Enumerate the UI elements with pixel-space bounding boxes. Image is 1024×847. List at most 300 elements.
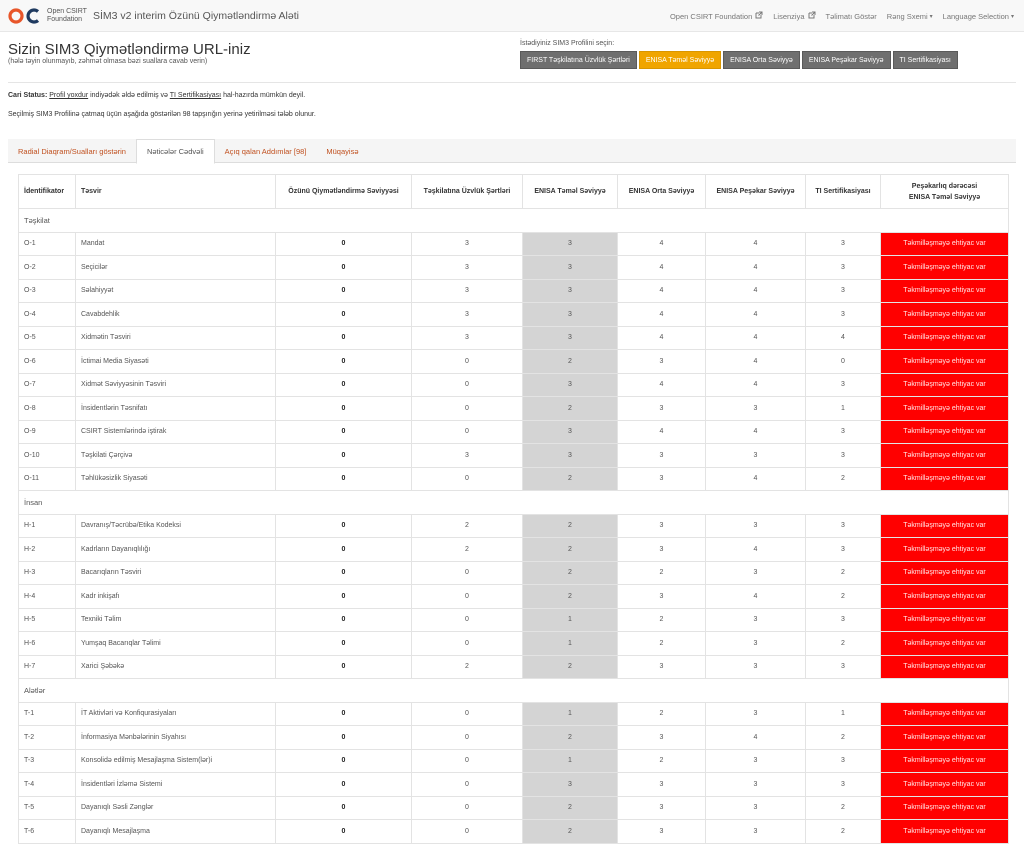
cell-enisa-basic: 3 — [523, 773, 618, 797]
cell-first-membership: 3 — [412, 303, 523, 327]
table-row — [19, 444, 1009, 468]
cell-description: CSIRT Sistemlərində iştirak — [76, 420, 276, 444]
cell-first-membership: 3 — [412, 326, 523, 350]
cell-ti-certification: 3 — [806, 420, 881, 444]
cell-enisa-basic: 2 — [523, 655, 618, 679]
cell-description: Təşkilati Çərçivə — [76, 444, 276, 468]
cell-first-membership: 2 — [412, 514, 523, 538]
cell-id: H-3 — [19, 561, 76, 585]
external-link-icon — [755, 11, 763, 21]
cell-id: O-2 — [19, 256, 76, 280]
cell-ti-certification: 3 — [806, 256, 881, 280]
cell-description: Kadr inkişafı — [76, 585, 276, 609]
cell-first-membership: 0 — [412, 749, 523, 773]
cell-self-assessment: 0 — [276, 444, 412, 468]
open-csirt-logo-icon — [8, 8, 42, 24]
cell-description: Xidmət Səviyyəsinin Təsviri — [76, 373, 276, 397]
cell-self-assessment: 0 — [276, 279, 412, 303]
cell-id: O-5 — [19, 326, 76, 350]
cell-enisa-intermediate: 2 — [618, 632, 706, 656]
group-label: İnsan — [19, 491, 1009, 515]
status-needs-improvement: Təkmilləşməyə ehtiyac var — [881, 232, 1009, 256]
status-ti-link[interactable]: TI Sertifikasiyası — [169, 92, 222, 99]
cell-enisa-basic: 3 — [523, 279, 618, 303]
cell-ti-certification: 3 — [806, 655, 881, 679]
nav-link-license[interactable] — [773, 11, 815, 21]
cell-enisa-basic: 1 — [523, 702, 618, 726]
column-header: ENISA Peşəkar Səviyyə — [706, 175, 806, 209]
table-row — [19, 326, 1009, 350]
cell-enisa-basic: 3 — [523, 326, 618, 350]
cell-enisa-advanced: 3 — [706, 444, 806, 468]
external-link-icon — [808, 11, 816, 21]
tab-radial-diagram[interactable]: Radial Diaqram/Sualları göstərin — [18, 146, 126, 156]
divider — [8, 82, 1016, 83]
profile-button-group — [520, 51, 960, 69]
table-body — [19, 209, 1009, 844]
status-needs-improvement: Təkmilləşməyə ehtiyac var — [881, 373, 1009, 397]
cell-enisa-advanced: 4 — [706, 726, 806, 750]
cell-enisa-advanced: 3 — [706, 820, 806, 844]
cell-id: O-8 — [19, 397, 76, 421]
status-needs-improvement: Təkmilləşməyə ehtiyac var — [881, 397, 1009, 421]
color-scheme-dropdown[interactable] — [887, 12, 933, 21]
table-row — [19, 655, 1009, 679]
cell-first-membership: 0 — [412, 702, 523, 726]
table-row — [19, 232, 1009, 256]
table-row — [19, 608, 1009, 632]
status-needs-improvement: Təkmilləşməyə ehtiyac var — [881, 702, 1009, 726]
cell-description: Seçicilər — [76, 256, 276, 280]
cell-first-membership: 0 — [412, 632, 523, 656]
cell-enisa-basic: 2 — [523, 820, 618, 844]
navbar — [0, 0, 1024, 32]
logo-line1: Open CSIRT — [47, 7, 87, 15]
status-needs-improvement: Təkmilləşməyə ehtiyac var — [881, 350, 1009, 374]
cell-enisa-advanced: 4 — [706, 279, 806, 303]
cell-description: Dayanıqlı Səsli Zənglər — [76, 796, 276, 820]
cell-enisa-advanced: 4 — [706, 467, 806, 491]
cell-first-membership: 0 — [412, 420, 523, 444]
cell-enisa-basic: 2 — [523, 561, 618, 585]
table-row — [19, 256, 1009, 280]
cell-first-membership: 0 — [412, 608, 523, 632]
status-needs-improvement: Təkmilləşməyə ehtiyac var — [881, 303, 1009, 327]
cell-first-membership: 3 — [412, 279, 523, 303]
cell-enisa-intermediate: 4 — [618, 420, 706, 444]
cell-id: T-5 — [19, 796, 76, 820]
cell-id: H-4 — [19, 585, 76, 609]
cell-description: İctimai Media Siyasəti — [76, 350, 276, 374]
cell-ti-certification: 1 — [806, 702, 881, 726]
table-header-row — [19, 175, 1009, 209]
table-row — [19, 467, 1009, 491]
logo-line2: Foundation — [47, 15, 83, 23]
cell-enisa-intermediate: 3 — [618, 796, 706, 820]
cell-self-assessment: 0 — [276, 303, 412, 327]
table-row — [19, 514, 1009, 538]
cell-description: Təhlükəsizlik Siyasəti — [76, 467, 276, 491]
cell-self-assessment: 0 — [276, 796, 412, 820]
status-needs-improvement: Təkmilləşməyə ehtiyac var — [881, 796, 1009, 820]
cell-first-membership: 0 — [412, 820, 523, 844]
cell-first-membership: 0 — [412, 397, 523, 421]
status-profile-link[interactable]: Profil yoxdur — [49, 92, 89, 99]
cell-description: Texniki Təlim — [76, 608, 276, 632]
status-needs-improvement: Təkmilləşməyə ehtiyac var — [881, 256, 1009, 280]
status-needs-improvement: Təkmilləşməyə ehtiyac var — [881, 279, 1009, 303]
cell-id: O-7 — [19, 373, 76, 397]
column-header: ENISA Təməl Səviyyə — [523, 175, 618, 209]
cell-enisa-intermediate: 2 — [618, 561, 706, 585]
nav-link-label: Lisenziya — [773, 11, 805, 21]
cell-enisa-intermediate: 3 — [618, 467, 706, 491]
group-row — [19, 679, 1009, 703]
cell-description: Konsolidə edilmiş Mesajlaşma Sistem(lər)i — [76, 749, 276, 773]
cell-enisa-intermediate: 4 — [618, 279, 706, 303]
cell-self-assessment: 0 — [276, 514, 412, 538]
cell-first-membership: 2 — [412, 538, 523, 562]
cell-enisa-advanced: 3 — [706, 608, 806, 632]
nav-links — [660, 0, 1014, 32]
column-header: ENISA Orta Səviyyə — [618, 175, 706, 209]
status-needs-improvement: Təkmilləşməyə ehtiyac var — [881, 467, 1009, 491]
cell-ti-certification: 2 — [806, 561, 881, 585]
cell-id: H-6 — [19, 632, 76, 656]
cell-id: O-4 — [19, 303, 76, 327]
cell-ti-certification: 0 — [806, 350, 881, 374]
table-row — [19, 561, 1009, 585]
cell-description: İnsidentlərin Təsnifatı — [76, 397, 276, 421]
cell-first-membership: 3 — [412, 256, 523, 280]
results-table-wrap — [18, 174, 1008, 844]
cell-id: O-6 — [19, 350, 76, 374]
cell-enisa-basic: 3 — [523, 303, 618, 327]
language-selection-dropdown[interactable] — [943, 12, 1014, 21]
cell-enisa-intermediate: 4 — [618, 373, 706, 397]
cell-enisa-intermediate: 3 — [618, 585, 706, 609]
cell-ti-certification: 1 — [806, 397, 881, 421]
cell-enisa-basic: 1 — [523, 608, 618, 632]
cell-self-assessment: 0 — [276, 702, 412, 726]
cell-enisa-advanced: 3 — [706, 796, 806, 820]
cell-self-assessment: 0 — [276, 467, 412, 491]
cell-self-assessment: 0 — [276, 655, 412, 679]
cell-id: T-4 — [19, 773, 76, 797]
cell-ti-certification: 2 — [806, 820, 881, 844]
status-needs-improvement: Təkmilləşməyə ehtiyac var — [881, 326, 1009, 350]
cell-id: H-1 — [19, 514, 76, 538]
cell-self-assessment: 0 — [276, 373, 412, 397]
cell-self-assessment: 0 — [276, 820, 412, 844]
cell-id: T-3 — [19, 749, 76, 773]
cell-first-membership: 2 — [412, 655, 523, 679]
cell-ti-certification: 2 — [806, 467, 881, 491]
table-row — [19, 749, 1009, 773]
cell-id: T-2 — [19, 726, 76, 750]
cell-enisa-advanced: 3 — [706, 561, 806, 585]
profile-button-enisa-intermediate[interactable]: ENISA Orta Səviyyə — [723, 51, 800, 69]
cell-ti-certification: 3 — [806, 749, 881, 773]
status-needs-improvement: Təkmilləşməyə ehtiyac var — [881, 585, 1009, 609]
table-row — [19, 632, 1009, 656]
cell-enisa-intermediate: 3 — [618, 820, 706, 844]
cell-enisa-advanced: 3 — [706, 655, 806, 679]
cell-enisa-basic: 2 — [523, 514, 618, 538]
status-text-middle: indiyədək əldə edilmiş və — [90, 92, 168, 99]
cell-description: Davranış/Təcrübə/Etika Kodeksi — [76, 514, 276, 538]
cell-enisa-intermediate: 4 — [618, 256, 706, 280]
cell-first-membership: 0 — [412, 561, 523, 585]
status-needs-improvement: Təkmilləşməyə ehtiyac var — [881, 444, 1009, 468]
column-header: Özünü Qiymətləndirmə Səviyyəsi — [276, 175, 412, 209]
status-needs-improvement: Təkmilləşməyə ehtiyac var — [881, 538, 1009, 562]
cell-first-membership: 3 — [412, 444, 523, 468]
cell-enisa-basic: 3 — [523, 420, 618, 444]
table-row — [19, 585, 1009, 609]
profile-button-first[interactable]: FIRST Təşkilatına Üzvlük Şərtləri — [520, 51, 637, 69]
cell-ti-certification: 3 — [806, 514, 881, 538]
cell-enisa-advanced: 4 — [706, 373, 806, 397]
logo-text — [47, 8, 87, 24]
cell-first-membership: 0 — [412, 796, 523, 820]
cell-ti-certification: 4 — [806, 326, 881, 350]
tab-bar — [8, 139, 1016, 163]
cell-first-membership: 0 — [412, 467, 523, 491]
cell-ti-certification: 2 — [806, 796, 881, 820]
status-needs-improvement: Təkmilləşməyə ehtiyac var — [881, 561, 1009, 585]
cell-enisa-basic: 3 — [523, 256, 618, 280]
cell-enisa-advanced: 4 — [706, 350, 806, 374]
cell-enisa-basic: 2 — [523, 538, 618, 562]
nav-link-label: Təlimatı Göstər — [825, 11, 877, 21]
cell-ti-certification: 3 — [806, 232, 881, 256]
cell-enisa-advanced: 4 — [706, 326, 806, 350]
current-status — [8, 92, 305, 99]
cell-id: H-7 — [19, 655, 76, 679]
table-row — [19, 538, 1009, 562]
nav-link-label: Language Selection — [942, 11, 1009, 21]
cell-ti-certification: 3 — [806, 773, 881, 797]
table-row — [19, 279, 1009, 303]
cell-id: O-10 — [19, 444, 76, 468]
table-row — [19, 420, 1009, 444]
status-needs-improvement: Təkmilləşməyə ehtiyac var — [881, 655, 1009, 679]
cell-ti-certification: 3 — [806, 608, 881, 632]
cell-description: İnformasiya Mənbələrinin Siyahısı — [76, 726, 276, 750]
table-row — [19, 350, 1009, 374]
cell-id: H-5 — [19, 608, 76, 632]
cell-self-assessment: 0 — [276, 350, 412, 374]
cell-self-assessment: 0 — [276, 420, 412, 444]
group-label: Alətlər — [19, 679, 1009, 703]
table-row — [19, 397, 1009, 421]
cell-ti-certification: 2 — [806, 585, 881, 609]
cell-enisa-advanced: 3 — [706, 514, 806, 538]
cell-description: Səlahiyyət — [76, 279, 276, 303]
nav-link-show-guide[interactable] — [826, 12, 877, 21]
table-row — [19, 820, 1009, 844]
profile-button-ti-certification[interactable]: TI Sertifikasiyası — [893, 51, 958, 69]
cell-enisa-intermediate: 3 — [618, 350, 706, 374]
cell-enisa-basic: 2 — [523, 796, 618, 820]
profile-label: İstədiyiniz SIM3 Profilini seçin: — [520, 40, 615, 47]
column-header: Peşəkarlıq dərəcəsi ENISA Təməl Səviyyə — [881, 175, 1009, 209]
cell-enisa-advanced: 3 — [706, 632, 806, 656]
table-row — [19, 303, 1009, 327]
cell-enisa-intermediate: 3 — [618, 773, 706, 797]
cell-description: Bacarıqların Təsviri — [76, 561, 276, 585]
cell-enisa-intermediate: 3 — [618, 444, 706, 468]
cell-description: İT Aktivləri və Konfiqurasiyaları — [76, 702, 276, 726]
profile-button-enisa-advanced[interactable]: ENISA Peşəkar Səviyyə — [802, 51, 891, 69]
status-text-end: hal-hazırda mümkün deyil. — [223, 92, 306, 99]
cell-ti-certification: 2 — [806, 632, 881, 656]
cell-enisa-advanced: 4 — [706, 585, 806, 609]
cell-enisa-intermediate: 4 — [618, 232, 706, 256]
cell-enisa-basic: 3 — [523, 373, 618, 397]
status-needs-improvement: Təkmilləşməyə ehtiyac var — [881, 632, 1009, 656]
column-header: İdentifikator — [19, 175, 76, 209]
cell-ti-certification: 3 — [806, 303, 881, 327]
cell-description: İnsidentləri İzləmə Sistemi — [76, 773, 276, 797]
cell-enisa-advanced: 4 — [706, 303, 806, 327]
cell-description: Cavabdehlik — [76, 303, 276, 327]
status-needs-improvement: Təkmilləşməyə ehtiyac var — [881, 773, 1009, 797]
cell-ti-certification: 2 — [806, 726, 881, 750]
cell-first-membership: 0 — [412, 773, 523, 797]
cell-self-assessment: 0 — [276, 397, 412, 421]
cell-self-assessment: 0 — [276, 773, 412, 797]
caret-down-icon: ▾ — [1010, 13, 1014, 20]
table-row — [19, 702, 1009, 726]
table-row — [19, 373, 1009, 397]
status-needs-improvement: Təkmilləşməyə ehtiyac var — [881, 608, 1009, 632]
status-needs-improvement: Təkmilləşməyə ehtiyac var — [881, 820, 1009, 844]
cell-self-assessment: 0 — [276, 632, 412, 656]
cell-enisa-advanced: 4 — [706, 232, 806, 256]
cell-self-assessment: 0 — [276, 608, 412, 632]
cell-description: Kadrların Dayanıqlılığı — [76, 538, 276, 562]
cell-enisa-advanced: 3 — [706, 749, 806, 773]
app-title[interactable]: SİM3 v2 interim Özünü Qiymətləndirmə Aləti — [92, 9, 299, 22]
tab-comparison[interactable]: Müqayisə — [326, 146, 359, 156]
cell-description: Dayanıqlı Mesajlaşma — [76, 820, 276, 844]
cell-enisa-basic: 3 — [523, 444, 618, 468]
cell-enisa-advanced: 4 — [706, 420, 806, 444]
brand[interactable] — [8, 8, 299, 24]
cell-enisa-basic: 2 — [523, 350, 618, 374]
cell-enisa-intermediate: 2 — [618, 702, 706, 726]
cell-enisa-basic: 1 — [523, 632, 618, 656]
cell-enisa-basic: 2 — [523, 467, 618, 491]
results-table — [18, 174, 1009, 844]
cell-self-assessment: 0 — [276, 232, 412, 256]
profile-button-enisa-basic[interactable]: ENISA Təməl Səviyyə — [639, 51, 721, 69]
cell-enisa-advanced: 3 — [706, 397, 806, 421]
cell-enisa-intermediate: 3 — [618, 538, 706, 562]
cell-id: O-1 — [19, 232, 76, 256]
status-label: Cari Status: — [8, 92, 48, 99]
cell-id: O-11 — [19, 467, 76, 491]
cell-self-assessment: 0 — [276, 561, 412, 585]
cell-description: Mandat — [76, 232, 276, 256]
cell-id: H-2 — [19, 538, 76, 562]
cell-ti-certification: 3 — [806, 538, 881, 562]
cell-enisa-advanced: 3 — [706, 702, 806, 726]
cell-enisa-basic: 2 — [523, 585, 618, 609]
group-label: Təşkilat — [19, 209, 1009, 233]
table-row — [19, 796, 1009, 820]
cell-enisa-intermediate: 2 — [618, 749, 706, 773]
cell-enisa-advanced: 4 — [706, 538, 806, 562]
cell-enisa-basic: 1 — [523, 749, 618, 773]
column-header: Təşkilatına Üzvlük Şərtləri — [412, 175, 523, 209]
cell-enisa-intermediate: 3 — [618, 514, 706, 538]
status-needs-improvement: Təkmilləşməyə ehtiyac var — [881, 420, 1009, 444]
cell-ti-certification: 3 — [806, 444, 881, 468]
cell-enisa-basic: 2 — [523, 726, 618, 750]
cell-description: Xidmətin Təsviri — [76, 326, 276, 350]
cell-id: T-1 — [19, 702, 76, 726]
cell-self-assessment: 0 — [276, 585, 412, 609]
nav-link-open-csirt[interactable] — [670, 11, 763, 21]
cell-id: T-6 — [19, 820, 76, 844]
status-needs-improvement: Təkmilləşməyə ehtiyac var — [881, 514, 1009, 538]
table-row — [19, 726, 1009, 750]
cell-self-assessment: 0 — [276, 326, 412, 350]
cell-enisa-basic: 3 — [523, 232, 618, 256]
cell-self-assessment: 0 — [276, 538, 412, 562]
cell-enisa-intermediate: 2 — [618, 608, 706, 632]
cell-self-assessment: 0 — [276, 256, 412, 280]
cell-enisa-intermediate: 4 — [618, 326, 706, 350]
tab-open-steps[interactable]: Açıq qalan Addımlar [98] — [224, 146, 307, 156]
tab-results-table[interactable]: Nəticələr Cədvəli — [136, 139, 215, 164]
nav-link-label: Rəng Sxemi — [886, 11, 928, 21]
page-title: Sizin SIM3 Qiymətləndirmə URL-iniz — [8, 41, 251, 58]
cell-enisa-advanced: 4 — [706, 256, 806, 280]
page-subtitle: (hələ təyin olunmayıb, zəhmət olmasa bəzi suallara cavab verin) — [8, 58, 208, 65]
status-needs-improvement: Təkmilləşməyə ehtiyac var — [881, 726, 1009, 750]
cell-enisa-intermediate: 4 — [618, 303, 706, 327]
nav-link-label: Open CSIRT Foundation — [669, 11, 753, 21]
table-row — [19, 773, 1009, 797]
cell-enisa-intermediate: 3 — [618, 397, 706, 421]
column-header: Təsvir — [76, 175, 276, 209]
cell-ti-certification: 3 — [806, 373, 881, 397]
cell-first-membership: 0 — [412, 373, 523, 397]
cell-id: O-9 — [19, 420, 76, 444]
cell-description: Xarici Şəbəkə — [76, 655, 276, 679]
group-row — [19, 491, 1009, 515]
cell-enisa-intermediate: 3 — [618, 726, 706, 750]
cell-first-membership: 0 — [412, 585, 523, 609]
column-header: TI Sertifikasiyası — [806, 175, 881, 209]
tasks-info: Seçilmiş SIM3 Profilinə çatmaq üçün aşağıda göstərilən 98 tapşırığın yerinə yetirilməsi tələb olunur. — [8, 111, 316, 118]
cell-first-membership: 0 — [412, 350, 523, 374]
status-needs-improvement: Təkmilləşməyə ehtiyac var — [881, 749, 1009, 773]
cell-enisa-advanced: 3 — [706, 773, 806, 797]
cell-description: Yumşaq Bacarıqlar Təlimi — [76, 632, 276, 656]
cell-self-assessment: 0 — [276, 726, 412, 750]
cell-first-membership: 0 — [412, 726, 523, 750]
cell-enisa-basic: 2 — [523, 397, 618, 421]
caret-down-icon: ▾ — [929, 13, 933, 20]
cell-ti-certification: 3 — [806, 279, 881, 303]
group-row — [19, 209, 1009, 233]
cell-self-assessment: 0 — [276, 749, 412, 773]
